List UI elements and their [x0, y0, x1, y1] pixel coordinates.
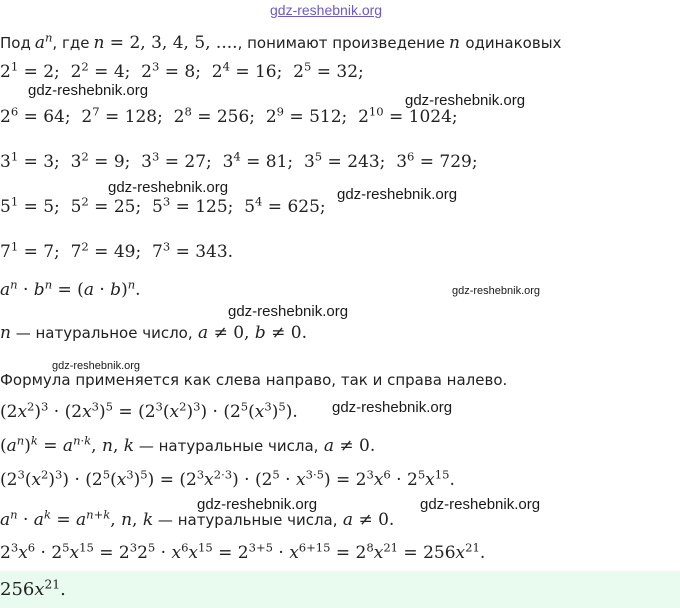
watermark: gdz-reshebnik.org	[228, 303, 349, 320]
watermark: gdz-reshebnik.org	[28, 82, 149, 99]
expression-line-1: $(2x^2)^3 \cdot (2x^3)^5 = (2^3(x^2)^3) \cdot (2^5(x^3)^5)$.	[0, 399, 298, 422]
natural-numbers-note-2: — натуральные числа,	[153, 511, 338, 529]
watermark: gdz-reshebnik.org	[52, 360, 141, 372]
intro-prefix: Под	[0, 34, 31, 52]
intro-line: Под $a^n$, где n = 2, 3, 4, 5, ...., понимают произведение n одинаковых	[0, 30, 562, 53]
natural-note: — натуральное число,	[10, 324, 193, 342]
answer-value: $256x^{21}$.	[0, 577, 66, 600]
watermark: gdz-reshebnik.org	[405, 92, 526, 109]
expression-line-2: $(2^3(x^2)^3) \cdot (2^5(x^3)^5) = (2^3x^{2\cdot 3}) \cdot (2^5 \cdot x^{3\cdot 5}) = 2^3x^6 \cdot 2^5x^{15}$.	[0, 467, 455, 490]
natural-number-line: n — натуральное число, a ≠ 0, b ≠ 0.	[0, 323, 308, 343]
watermark-top: gdz-reshebnik.org	[270, 2, 383, 18]
watermark: gdz-reshebnik.org	[420, 496, 541, 513]
product-of-powers-line: $a^n \cdot a^k = a^{n+k}$, n, k — натуральные числа, a ≠ 0.	[0, 507, 395, 530]
calculation-line: $2^3x^6 \cdot 2^5x^{15} = 2^32^5 \cdot x^6x^{15} = 2^{3+5} \cdot x^{6+15} = 2^8x^{21} = 256x^{21}$.	[0, 540, 486, 563]
powers-of-two-line-2: $2^6 = 64$; $2^7 = 128$; $2^8 = 256$; $2^9 = 512$; $2^{10} = 1024$;	[0, 104, 458, 127]
powers-of-seven-line: $7^1 = 7$; $7^2 = 49$; $7^3 = 343$.	[0, 239, 234, 262]
watermark: gdz-reshebnik.org	[108, 179, 229, 196]
watermark: gdz-reshebnik.org	[332, 399, 453, 416]
answer-box	[0, 571, 680, 608]
watermark: gdz-reshebnik.org	[197, 496, 318, 513]
powers-of-two-line-1: $2^1 = 2$; $2^2 = 4$; $2^3 = 8$; $2^4 = 16$; $2^5 = 32$;	[0, 59, 364, 82]
intro-where: , где	[52, 34, 90, 52]
watermark: gdz-reshebnik.org	[452, 285, 541, 297]
powers-of-three-line: $3^1 = 3$; $3^2 = 9$; $3^3 = 27$; $3^4 = 81$; $3^5 = 243$; $3^6 = 729$;	[0, 149, 478, 172]
intro-end: одинаковых	[465, 34, 562, 52]
natural-numbers-note-1: — натуральные числа,	[134, 437, 319, 455]
power-of-power-line: $(a^n)^k = a^{n\cdot k}$, n, k — натуральные числа, a ≠ 0.	[0, 433, 376, 456]
watermark: gdz-reshebnik.org	[337, 186, 458, 203]
formula-note: Формула применяется как слева направо, так и справа налево.	[0, 371, 508, 389]
powers-of-five-line: $5^1 = 5$; $5^2 = 25$; $5^3 = 125$; $5^4 = 625$;	[0, 194, 326, 217]
intro-suffix: , понимают произведение	[237, 34, 445, 52]
product-rule-line: $a^n \cdot b^n = (a \cdot b)^n$.	[0, 277, 141, 300]
